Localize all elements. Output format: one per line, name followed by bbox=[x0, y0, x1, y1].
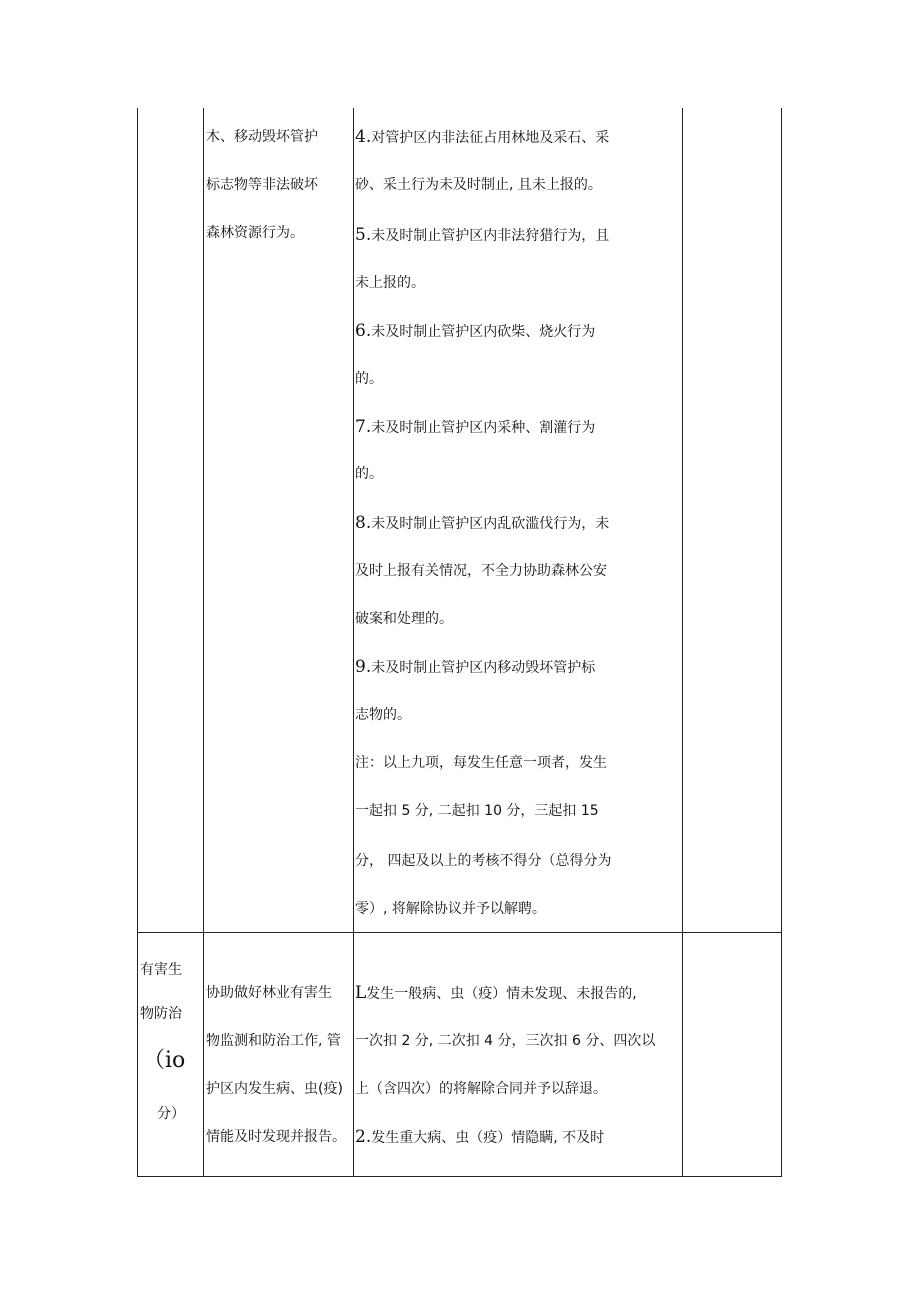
row2-col2-line-2: 物监测和防治工作, 管 bbox=[206, 1033, 341, 1049]
row2-category-line-1: 有害生 bbox=[140, 962, 182, 978]
row1-col3-line-10: 及时上报有关情况，不全力协助森林公安 bbox=[355, 563, 607, 579]
row2-col2-line-4: 情能及时发现并报告。 bbox=[206, 1129, 346, 1145]
table-divider-col3 bbox=[353, 108, 354, 1177]
row1-col3-note-line-2: 一起扣 5 分, 二起扣 10 分，三起扣 15 bbox=[355, 803, 599, 819]
row1-col3-line-1: 4.对管护区内非法征占用林地及采石、采 bbox=[355, 127, 610, 147]
table-border-right bbox=[781, 108, 782, 1177]
row1-col3-line-12: 9.未及时制止管护区内移动毁坏管护标 bbox=[355, 657, 596, 677]
table-border-left bbox=[137, 108, 138, 1177]
row2-col2-line-1: 协助做好林业有害生 bbox=[206, 985, 332, 1001]
row2-col3-line-4: 2.发生重大病、虫（疫）情隐瞒, 不及时 bbox=[355, 1127, 605, 1147]
table-border-bottom bbox=[137, 1176, 782, 1177]
row1-col3-line-2: 砂、采土行为未及时制止, 且未上报的。 bbox=[355, 177, 602, 193]
row2-col3-line-3: 上（含四次）的将解除合同并予以辞退。 bbox=[355, 1081, 607, 1097]
table-row-divider bbox=[137, 932, 782, 933]
row1-col3-note-line-4: 零）, 将解除协议并予以解聘。 bbox=[355, 901, 546, 917]
row1-col3-line-8: 的。 bbox=[355, 466, 383, 482]
row2-category-line-2: 物防治 bbox=[140, 1006, 182, 1022]
row2-col3-line-1: L发生一般病、虫（疫）情未发现、未报告的, bbox=[355, 983, 637, 1003]
row1-col3-line-3: 5.未及时制止管护区内非法狩猎行为，且 bbox=[355, 225, 610, 245]
row1-col3-line-6: 的。 bbox=[355, 371, 383, 387]
row2-category-score: （io bbox=[143, 1048, 186, 1073]
row1-col3-line-9: 8.未及时制止管护区内乱砍滥伐行为，未 bbox=[355, 513, 610, 533]
table-divider-col4 bbox=[682, 108, 683, 1177]
row1-col2-line-2: 标志物等非法破坏 bbox=[206, 177, 318, 193]
row1-col2-line-1: 木、移动毁坏管护 bbox=[206, 129, 318, 145]
row1-col3-line-5: 6.未及时制止管护区内砍柴、烧火行为 bbox=[355, 321, 596, 341]
row2-col2-line-3: 护区内发生病、虫(疫) bbox=[206, 1081, 343, 1097]
row2-category-line-4: 分） bbox=[157, 1106, 185, 1122]
row1-col3-note-line-3: 分， 四起及以上的考核不得分（总得分为 bbox=[355, 853, 612, 869]
row1-col3-note-line-1: 注：以上九项，每发生任意一项者，发生 bbox=[355, 755, 607, 771]
row2-col3-line-2: 一次扣 2 分, 二次扣 4 分，三次扣 6 分、四次以 bbox=[355, 1033, 656, 1049]
table-divider-col2 bbox=[203, 108, 204, 1177]
row1-col3-line-7: 7.未及时制止管护区内采种、割灌行为 bbox=[355, 417, 596, 437]
row1-col3-line-13: 志物的。 bbox=[355, 707, 411, 723]
row1-col3-line-4: 未上报的。 bbox=[355, 275, 425, 291]
row1-col2-line-3: 森林资源行为。 bbox=[206, 225, 304, 241]
row1-col3-line-11: 破案和处理的。 bbox=[355, 611, 453, 627]
